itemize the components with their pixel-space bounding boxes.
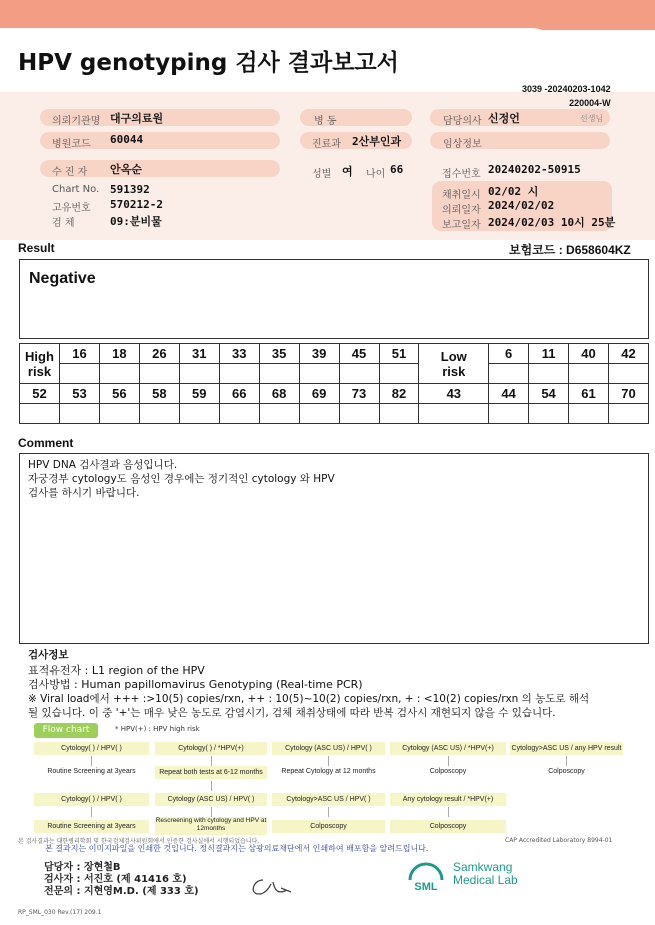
result-cell: [219, 364, 259, 384]
result-cell: [379, 404, 419, 424]
result-cell: [419, 404, 489, 424]
type-cell: 69: [299, 384, 339, 404]
type-cell: 35: [259, 344, 299, 364]
result-cell: [259, 364, 299, 384]
institution-label: 의뢰기관명: [52, 116, 101, 127]
result-cell: [60, 404, 100, 424]
result-cell: [379, 364, 419, 384]
unique-label: 고유번호: [52, 203, 91, 214]
flow-box: Cytology( ) / HPV( ): [34, 742, 149, 755]
type-cell: 56: [99, 384, 139, 404]
flow-arrow: [328, 807, 329, 817]
type-cell: 18: [99, 344, 139, 364]
sex-value: 여: [342, 165, 353, 178]
type-cell: 26: [139, 344, 179, 364]
sml-logo: SML: [576, 30, 616, 70]
result-cell: [179, 364, 219, 384]
flow-result: Repeat Cytology at 12 months: [281, 768, 376, 775]
report-value: 2024/02/03 10시 25분: [488, 216, 616, 229]
flow-box: Cytology (ASC US) / *HPV(+): [390, 742, 506, 755]
flow-box: Cytology( ) / HPV( ): [34, 793, 149, 806]
result-cell: [529, 404, 569, 424]
report-title: HPV genotyping 검사 결과보고서: [18, 50, 399, 76]
svg-text:SML: SML: [414, 881, 438, 893]
insurance-code: 보험코드 : D658604KZ: [509, 243, 631, 257]
result-cell: [219, 404, 259, 424]
patient-value: 안옥순: [110, 163, 142, 176]
type-cell: 43: [419, 384, 489, 404]
flow-arrow: [328, 756, 329, 766]
flow-box: Cytology>ASC US / any HPV result: [510, 742, 623, 755]
result-cell: [339, 404, 379, 424]
receipt-label: 접수번호: [442, 169, 481, 180]
staff-specialist: 전문의 : 지현영M.D. (제 333 호): [44, 886, 199, 897]
unique-value: 570212-2: [110, 198, 163, 211]
hpv-type-table: [19, 343, 649, 424]
specimen-value: 09:분비물: [110, 215, 162, 228]
staff-manager: 담당자 : 장현철B: [44, 862, 121, 873]
result-cell: [339, 364, 379, 384]
type-cell: 58: [139, 384, 179, 404]
flow-result: Colposcopy: [390, 820, 506, 833]
specimen-label: 검 체: [52, 218, 75, 229]
flow-arrow: [211, 807, 212, 817]
dept-value: 2산부인과: [352, 135, 402, 148]
flow-box: Cytology (ASC US) / HPV( ): [272, 742, 385, 755]
signature-icon: [245, 874, 295, 898]
flow-result: Colposcopy: [272, 820, 385, 833]
result-cell: [99, 364, 139, 384]
type-cell: 42: [608, 344, 648, 364]
flow-arrow: [211, 756, 212, 766]
result-cell: [489, 404, 529, 424]
type-cell: 39: [299, 344, 339, 364]
result-cell: [60, 364, 100, 384]
result-cell: [179, 404, 219, 424]
type-cell: 51: [379, 344, 419, 364]
chart-label: Chart No.: [52, 184, 100, 195]
type-cell: 70: [608, 384, 648, 404]
flow-result: Colposcopy: [548, 768, 585, 775]
type-cell: 66: [219, 384, 259, 404]
type-cell: 73: [339, 384, 379, 404]
flow-result: Rescreening with cytology and HPV at 12months: [155, 817, 267, 835]
flow-box: Any cytology result / *HPV(+): [390, 793, 506, 806]
doctor-suffix: 선생님: [580, 114, 604, 123]
request-label: 의뢰일자: [442, 205, 481, 216]
flow-arrow: [448, 756, 449, 766]
comment-line: 검사를 하시기 바랍니다.: [28, 487, 140, 499]
comment-line: 자궁경부 cytology도 음성인 경우에는 정기적인 cytology 와 HPV: [28, 473, 335, 485]
type-cell: 53: [60, 384, 100, 404]
flow-result: Colposcopy: [429, 768, 467, 775]
flow-result: Routine Screening at 3years: [47, 768, 136, 775]
flowchart-label: Flow chart: [34, 723, 98, 738]
flow-result: Routine Screening at 3years: [34, 820, 149, 833]
table-row: [20, 364, 649, 384]
doc-no-2: 220004-W: [569, 98, 611, 108]
type-cell: 82: [379, 384, 419, 404]
test-method: 검사방법 : Human papillomavirus Genotyping (Real-time PCR): [28, 678, 363, 691]
print-notice: 본 결과지는 이미지파일을 인쇄한 것입니다. 정식결과지는 삼광의료재단에서 인쇄하여 배포함을 알려드립니다.: [45, 844, 429, 853]
sml-lab-logo-icon: [406, 858, 446, 898]
flow-arrow: [448, 807, 449, 817]
request-value: 2024/02/02: [488, 199, 555, 212]
comment-line: HPV DNA 검사결과 음성입니다.: [28, 459, 178, 471]
type-cell: 59: [179, 384, 219, 404]
result-cell: [489, 364, 529, 384]
result-cell: [139, 364, 179, 384]
result-cell: [569, 404, 609, 424]
type-cell: 61: [569, 384, 609, 404]
collect-label: 채취일시: [442, 190, 481, 201]
type-cell: 31: [179, 344, 219, 364]
result-cell: [608, 364, 648, 384]
type-cell: 33: [219, 344, 259, 364]
test-info-title: 검사정보: [28, 649, 69, 661]
receipt-value: 20240202-50915: [488, 163, 581, 176]
type-cell: 45: [339, 344, 379, 364]
comment-text: [28, 458, 335, 500]
viral-load-note: ※ Viral load에서 +++ :>10(5) copies/rxn, ++ : 10(5)~10(2) copies/rxn, + : <10(2) copies/rxn 의 농도로 해석: [28, 693, 590, 705]
doctor-value: 신정언: [488, 112, 520, 125]
result-cell: [608, 404, 648, 424]
collect-value: 02/02 시: [488, 185, 539, 198]
staff-tester: 검사자 : 서진호 (제 41416 호): [44, 874, 187, 885]
age-value: 66: [390, 163, 404, 176]
result-cell: [529, 364, 569, 384]
table-row: [20, 404, 649, 424]
result-cell: [299, 364, 339, 384]
chart-value: 591392: [110, 183, 150, 196]
type-cell: 6: [489, 344, 529, 364]
comment-heading: Comment: [18, 436, 74, 450]
flow-arrow: [211, 781, 212, 791]
flow-result: Repeat both tests at 6-12 months: [155, 766, 267, 779]
flow-box: Cytology (ASC US) / HPV( ): [155, 793, 267, 806]
result-cell: [259, 404, 299, 424]
doctor-label: 담당의사: [443, 116, 482, 127]
report-label: 보고일자: [442, 220, 481, 231]
doc-no-1: 3039 -20240203-1042: [522, 84, 611, 94]
low-risk-header: Low risk: [419, 344, 489, 384]
table-row: [20, 384, 649, 404]
type-cell: 16: [60, 344, 100, 364]
result-cell: [99, 404, 139, 424]
type-cell: 54: [529, 384, 569, 404]
header-band: [0, 0, 655, 30]
type-cell: 44: [489, 384, 529, 404]
sex-label: 성별: [312, 169, 332, 180]
target-gene: 표적유전자 : L1 region of the HPV: [28, 664, 205, 677]
flow-arrow: [91, 807, 92, 817]
flow-box: Cytology>ASC US / HPV( ): [272, 793, 385, 806]
result-cell: [20, 404, 60, 424]
flow-box: Cytology( ) / *HPV(+): [155, 742, 267, 755]
cap-accreditation: CAP Accredited Laboratory 8994-01: [505, 837, 613, 844]
result-cell: [569, 364, 609, 384]
clinical-label: 임상정보: [443, 139, 482, 150]
viral-load-note-2: 될 있습니다. 이 중 '+'는 매우 낮은 농도로 감염시기, 검체 채취상태에 따라 반복 검사시 재현되지 않을 수 있습니다.: [28, 707, 556, 719]
hospital-code-value: 60044: [110, 133, 144, 146]
high-risk-header: High risk: [20, 344, 60, 384]
dept-label: 진료과: [312, 139, 341, 150]
institution-value: 대구의료원: [110, 112, 164, 125]
result-heading: Result: [18, 241, 55, 255]
table-row: [20, 344, 649, 364]
lab-name: Samkwang Medical Lab: [453, 860, 518, 887]
age-label: 나이: [366, 169, 386, 180]
type-cell: 68: [259, 384, 299, 404]
flowchart-legend: * HPV(+) : HPV high risk: [115, 725, 200, 733]
patient-label: 수 진 자: [52, 167, 88, 178]
footer-tiny-note: 본 검사결과는 대한병리학회 및 한국검체검사위원회에서 인증한 검사실에서 시행되었습니다.: [18, 838, 260, 845]
flow-arrow: [566, 756, 567, 766]
type-cell: 40: [569, 344, 609, 364]
type-cell: 52: [20, 384, 60, 404]
hospital-code-label: 병원코드: [52, 139, 91, 150]
result-cell: [139, 404, 179, 424]
result-box: [19, 259, 649, 339]
ward-label: 병 동: [314, 116, 337, 127]
type-cell: 11: [529, 344, 569, 364]
flow-arrow: [91, 756, 92, 766]
result-cell: [299, 404, 339, 424]
form-number: RP_SML_030 Rev.(17) 209.1: [18, 909, 102, 916]
result-value: Negative: [29, 270, 96, 287]
document-number: [522, 82, 611, 110]
